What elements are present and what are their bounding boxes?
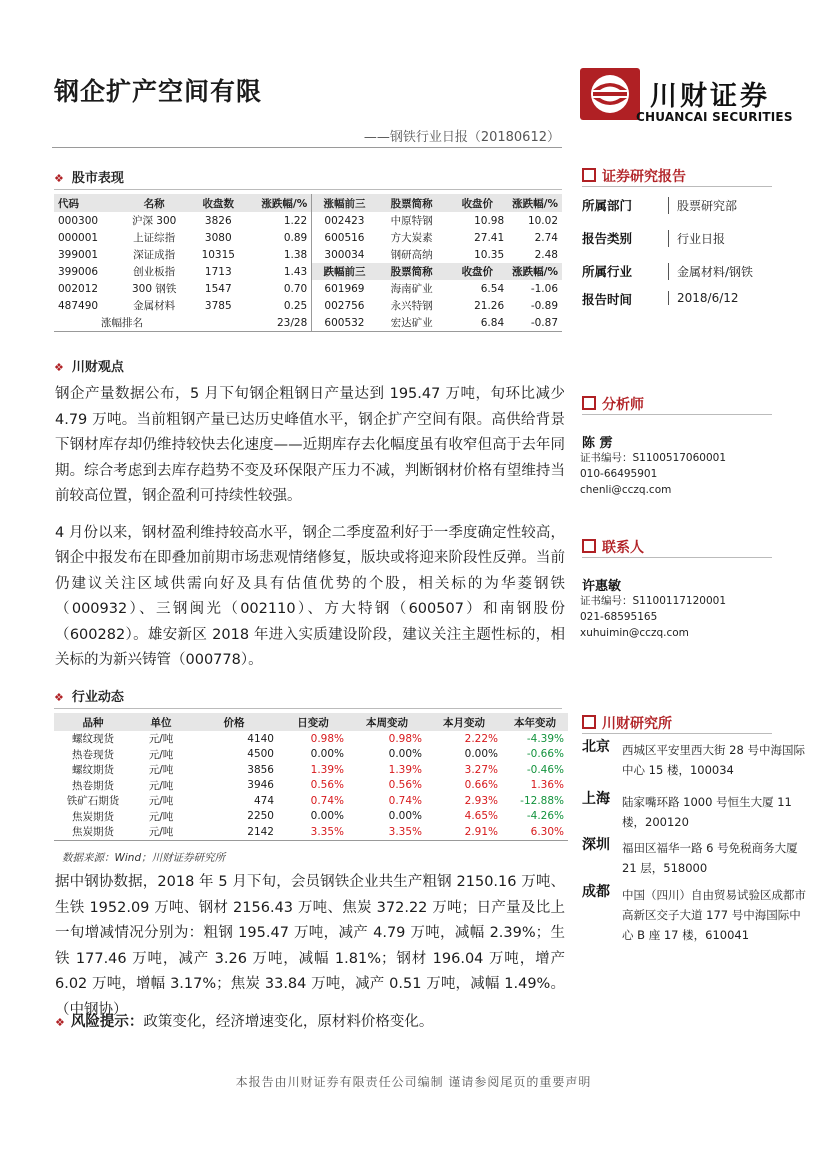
view-body	[55, 382, 565, 685]
cell: 300034	[312, 246, 377, 263]
col-header: 日变动	[278, 713, 348, 731]
col-header: 涨跌幅/%	[508, 263, 562, 280]
cell: 601969	[312, 280, 377, 297]
cell: 10315	[201, 248, 235, 261]
cell: 元/吨	[148, 748, 174, 761]
cell: 钢研高纳	[390, 249, 433, 261]
cell: 1547	[204, 282, 232, 295]
cell: 元/吨	[148, 810, 174, 823]
cell: 6.54	[480, 282, 505, 295]
section-heading-industry: ❖ 行业动态	[54, 690, 124, 705]
chuancai-logo-icon	[580, 68, 640, 120]
col-header: 本月变动	[426, 713, 502, 731]
sidebar-divider	[582, 414, 772, 415]
risk-note	[55, 1010, 433, 1031]
cell: 2.93%	[464, 794, 498, 807]
table-row	[54, 747, 568, 763]
table-row	[54, 824, 568, 840]
sidebar-divider	[582, 733, 772, 734]
cell: 中原特钢	[390, 215, 433, 227]
office-city: 上海	[582, 791, 610, 807]
col-header: 收盘价	[447, 194, 509, 212]
cell: 上证综指	[133, 232, 176, 244]
header-divider	[52, 147, 562, 148]
cell: 002012	[58, 282, 99, 295]
cell: 2142	[190, 824, 278, 840]
analyst-phone: 010-66495901	[580, 468, 658, 480]
square-bullet-icon	[582, 168, 596, 182]
cell: 0.66%	[464, 779, 498, 792]
analyst-name: 陈 雳	[582, 436, 613, 451]
cell: 元/吨	[148, 795, 174, 808]
col-header: 单位	[132, 713, 190, 731]
cell: 0.00%	[310, 810, 344, 823]
cell: 海南矿业	[390, 283, 433, 295]
col-header: 股票简称	[377, 194, 447, 212]
cell: 深证成指	[133, 249, 176, 261]
sidebar-heading-institute: 川财研究所	[582, 713, 672, 733]
col-header: 涨跌幅/%	[508, 194, 562, 212]
cell: 4140	[247, 732, 274, 745]
brand-name-en: CHUANCAI SECURITIES	[636, 110, 793, 124]
diamond-bullet-icon: ❖	[54, 361, 64, 374]
col-header: 价格	[190, 713, 278, 731]
square-bullet-icon	[582, 396, 596, 410]
cell: 0.00%	[388, 748, 422, 761]
section-heading-view: ❖ 川财观点	[54, 360, 124, 375]
col-header: 涨幅前三	[312, 194, 377, 212]
report-title: 钢企扩产空间有限	[54, 77, 263, 106]
cell: -1.06	[530, 282, 558, 295]
view-paragraph-1: 钢企产量数据公布，5 月下旬钢企粗钢日产量达到 195.47 万吨，旬环比减少 4.79 万吨。当前粗钢产量已达历史峰值水平，钢企扩产空间有限。高供给背景下钢材库存却仍维持较快去化速度——近期库存去化幅度虽有收窄但高于去年同期。综合考虑到去库存趋势不变及环保限产压力不减，判断钢材价格有望维持当前较高位置，钢企盈利可持续性较强。	[55, 386, 565, 504]
cell: -0.87	[508, 314, 562, 332]
cell: 0.98%	[310, 732, 344, 745]
cell: 6.30%	[502, 824, 568, 840]
cell: 铁矿石期货	[66, 795, 120, 808]
section-divider	[54, 708, 562, 709]
cell: 3.35%	[278, 824, 348, 840]
view-paragraph-2: 4 月份以来，钢材盈利维持较高水平，钢企二季度盈利好于一季度确定性较高，钢企中报发布在即叠加前期市场悲观情绪修复，版块或将迎来阶段性反弹。当前仍建议关注区域供需向好及具有估值优势的个股，相关标的为华菱钢铁（000932）、三钢闽光（002110）、方大特钢（600507）和南钢股份（600282）。雄安新区 2018 年进入实质建设阶段，建议关注主题性标的，相关标的为新兴铸管（000778）。	[55, 524, 565, 668]
col-header: 收盘价	[447, 263, 509, 280]
cell: 487490	[58, 299, 99, 312]
info-value: 行业日报	[668, 230, 725, 247]
cell: 474	[253, 794, 274, 807]
info-value: 2018/6/12	[668, 291, 739, 305]
cell: 300 钢铁	[131, 283, 177, 295]
cell: 27.41	[474, 231, 505, 244]
cell: 元/吨	[148, 733, 174, 746]
col-header: 代码	[54, 194, 118, 212]
col-header: 品种	[54, 713, 132, 731]
info-key: 报告类别	[582, 231, 633, 246]
table-row	[54, 212, 562, 229]
cell: 002756	[312, 297, 377, 314]
cell: 21.26	[474, 299, 505, 312]
cell: 6.84	[447, 314, 509, 332]
industry-table	[54, 713, 568, 841]
table-row	[54, 280, 562, 297]
cell: 10.98	[474, 214, 505, 227]
cell: 0.70	[283, 282, 308, 295]
cell: 元/吨	[148, 779, 174, 792]
diamond-bullet-icon: ❖	[54, 691, 64, 704]
sidebar-heading-report: 证券研究报告	[582, 166, 686, 186]
table-row	[54, 778, 568, 794]
table-row	[54, 762, 568, 778]
contact-email[interactable]: xuhuimin@cczq.com	[580, 627, 689, 639]
analyst-email[interactable]: chenli@cczq.com	[580, 484, 672, 496]
office-address: 陆家嘴环路 1000 号恒生大厦 11 楼，200120	[622, 795, 792, 829]
report-subtitle: ——钢铁行业日报（20180612）	[363, 130, 560, 145]
cell: 3080	[204, 231, 232, 244]
cell: -12.88%	[520, 794, 564, 807]
cell: -0.66%	[526, 748, 564, 761]
cell: 3785	[204, 299, 232, 312]
diamond-bullet-icon: ❖	[54, 172, 64, 185]
section-divider	[54, 189, 562, 190]
cell: 螺纹现货	[72, 733, 114, 746]
cell: 0.56%	[310, 779, 344, 792]
cell: 1.38	[283, 248, 308, 261]
col-header: 收盘数	[190, 194, 246, 212]
office-city: 深圳	[582, 837, 610, 853]
cell: 002423	[312, 212, 377, 229]
cell: 0.00%	[310, 748, 344, 761]
office-address: 西城区平安里西大街 28 号中海国际中心 15 楼，100034	[622, 743, 805, 777]
cell: 2.74	[534, 231, 558, 244]
cell: 0.89	[283, 231, 308, 244]
cell: 0.74%	[388, 794, 422, 807]
data-source-note: 数据来源：Wind；川财证券研究所	[62, 852, 226, 864]
cell: 399006	[58, 265, 99, 278]
cell: 1.22	[283, 214, 308, 227]
cell: 3.27%	[464, 763, 498, 776]
risk-label: 风险提示：	[70, 1014, 144, 1030]
cell: 热卷现货	[72, 748, 114, 761]
cell: 永兴特钢	[390, 300, 433, 312]
cell: -4.39%	[526, 732, 564, 745]
info-key: 报告时间	[582, 292, 633, 307]
office-city: 北京	[582, 739, 610, 755]
cell: 3826	[204, 214, 232, 227]
cell: 方大炭素	[390, 232, 433, 244]
square-bullet-icon	[582, 539, 596, 553]
cell: 000300	[58, 214, 99, 227]
table-row	[54, 809, 568, 825]
cell: 元/吨	[132, 824, 190, 840]
cell: 元/吨	[148, 764, 174, 777]
cell: 600532	[312, 314, 377, 332]
col-header: 本周变动	[348, 713, 426, 731]
cell: 399001	[58, 248, 99, 261]
info-value: 股票研究部	[668, 197, 737, 214]
table-row	[54, 793, 568, 809]
col-header: 跌幅前三	[312, 263, 377, 280]
industry-paragraph: 据中钢协数据，2018 年 5 月下旬，会员钢铁企业共生产粗钢 2150.16 万吨、生铁 1952.09 万吨、钢材 2156.43 万吨、焦炭 372.22 万吨；日产量及比上一旬增减情况分别为：粗钢 195.47 万吨，减产 4.79 万吨，减幅 2.39%；生铁 177.46 万吨，减产 3.26 万吨，减幅 1.81%；钢材 196.04 万吨，增产 6.02 万吨，增幅 3.17%；焦炭 33.84 万吨，减产 0.51 万吨，减幅 1.49%。（中钢协）	[55, 874, 565, 1018]
cell: 3.35%	[348, 824, 426, 840]
square-bullet-icon	[582, 715, 596, 729]
cell: 1713	[204, 265, 232, 278]
cell: 10.02	[527, 214, 558, 227]
section-heading-market: ❖ 股市表现	[54, 171, 124, 186]
industry-header-row	[54, 713, 568, 731]
cell: 0.00%	[388, 810, 422, 823]
cell: 10.35	[474, 248, 505, 261]
brand-name-cn: 川财证券	[650, 81, 770, 112]
cell: 金属材料	[133, 300, 176, 312]
cell: 000001	[58, 231, 99, 244]
table-row	[54, 314, 562, 332]
cell: 焦炭期货	[54, 824, 132, 840]
table-row	[54, 229, 562, 246]
office-address: 中国（四川）自由贸易试验区成都市高新区交子大道 177 号中海国际中心 B 座 17 楼，610041	[622, 888, 806, 942]
col-header: 涨跌幅/%	[246, 194, 311, 212]
info-value: 金属材料/钢铁	[668, 263, 753, 280]
col-header: 股票简称	[377, 263, 447, 280]
info-key: 所属部门	[582, 198, 633, 213]
analyst-cert: 证书编号：S1100517060001	[580, 452, 727, 464]
col-header: 名称	[118, 194, 190, 212]
cell: 4.65%	[464, 810, 498, 823]
table-row	[54, 731, 568, 747]
cell: 创业板指	[133, 266, 176, 278]
footer-disclaimer: 本报告由川财证券有限责任公司编制 谨请参阅尾页的重要声明	[235, 1075, 592, 1089]
info-key: 所属行业	[582, 264, 633, 279]
cell: 0.98%	[388, 732, 422, 745]
office-address: 福田区福华一路 6 号免税商务大厦 21 层，518000	[622, 841, 798, 875]
sidebar-heading-analyst: 分析师	[582, 394, 644, 414]
cell: 螺纹期货	[72, 764, 114, 777]
office-city: 成都	[582, 884, 610, 900]
cell: 1.39%	[310, 763, 344, 776]
cell: 2.48	[534, 248, 558, 261]
cell: 0.74%	[310, 794, 344, 807]
table-row	[54, 246, 562, 263]
table-row	[54, 263, 562, 280]
cell: 1.43	[283, 265, 308, 278]
cell: 0.25	[283, 299, 308, 312]
market-table	[54, 194, 562, 332]
cell: 1.36%	[530, 779, 564, 792]
risk-text: 政策变化，经济增速变化，原材料价格变化。	[143, 1014, 434, 1030]
rank-value: 23/28	[190, 314, 312, 332]
cell: 2.22%	[464, 732, 498, 745]
cell: 2.91%	[426, 824, 502, 840]
col-header: 本年变动	[502, 713, 568, 731]
contact-cert: 证书编号：S1100117120001	[580, 595, 727, 607]
cell: -0.89	[530, 299, 558, 312]
cell: 宏达矿业	[377, 314, 447, 332]
cell: 3856	[247, 763, 274, 776]
sidebar-heading-contact: 联系人	[582, 537, 644, 557]
cell: 3946	[247, 779, 274, 792]
market-header-row	[54, 194, 562, 212]
contact-phone: 021-68595165	[580, 611, 658, 623]
cell: -4.26%	[526, 810, 564, 823]
cell: -0.46%	[526, 763, 564, 776]
cell: 4500	[247, 748, 274, 761]
table-row	[54, 297, 562, 314]
sidebar-divider	[582, 557, 772, 558]
cell: 沪深 300	[131, 215, 177, 227]
cell: 600516	[312, 229, 377, 246]
diamond-bullet-icon: ❖	[55, 1016, 65, 1029]
cell: 焦炭期货	[72, 810, 114, 823]
cell: 0.56%	[388, 779, 422, 792]
contact-name: 许惠敏	[582, 579, 622, 594]
cell: 2250	[247, 810, 274, 823]
rank-label: 涨幅排名	[54, 314, 190, 332]
cell: 0.00%	[464, 748, 498, 761]
cell: 1.39%	[388, 763, 422, 776]
cell: 热卷期货	[72, 779, 114, 792]
sidebar-divider	[582, 186, 772, 187]
